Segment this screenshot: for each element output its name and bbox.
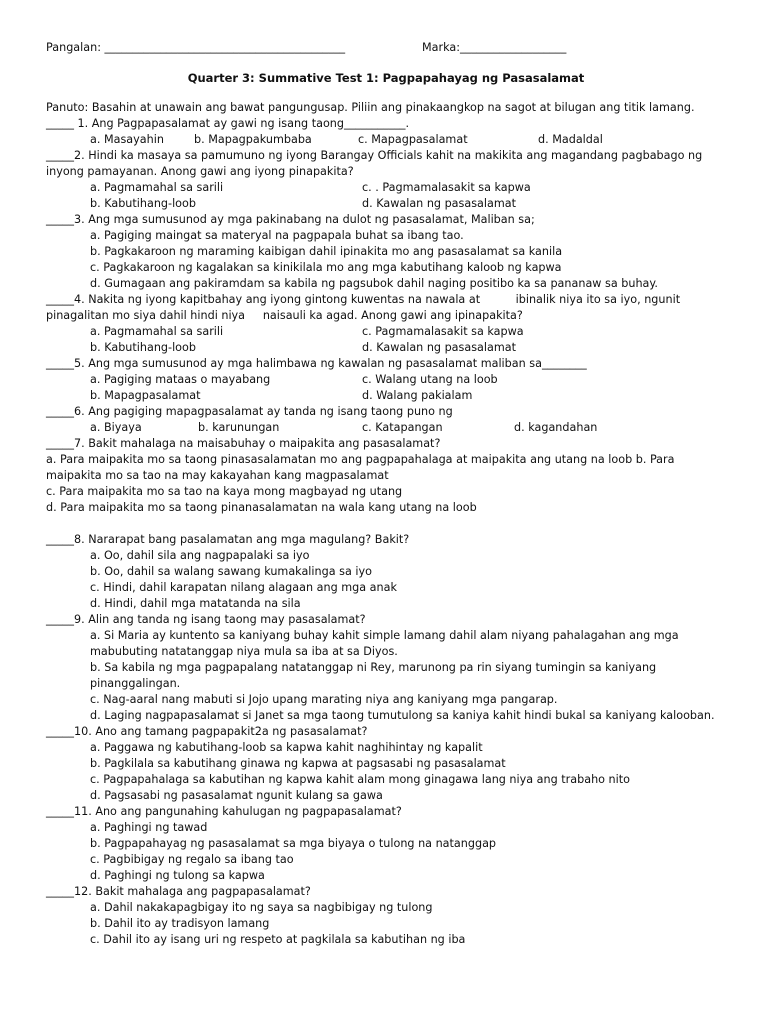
option-2a[interactable]: a. Pagmamahal sa sarili [90,181,224,194]
question-8: _____8. Nararapat bang pasalamatan ang mga magulang? Bakit? [46,533,410,546]
option-5b[interactable]: b. Mapagpasalamat [90,389,201,402]
header-line [46,40,726,56]
option-11b[interactable]: b. Pagpapahayag ng pasasalamat sa mga biyaya o tulong na natanggap [90,837,497,850]
question-10: _____10. Ano ang tamang pagpapakit2a ng pasasalamat? [46,725,368,738]
option-5d[interactable]: d. Walang pakialam [362,389,473,402]
option-7d[interactable]: d. Para maipakita mo sa taong pinanasalamatan na wala kang utang na loob [46,501,477,514]
options-1 [46,132,726,148]
option-4c[interactable]: c. Pagmamalasakit sa kapwa [362,325,524,338]
option-10a[interactable]: a. Paggawa ng kabutihang-loob sa kapwa kahit naghihintay ng kapalit [90,741,483,754]
option-9c[interactable]: c. Nag-aaral nang mabuti si Jojo upang marating niya ang kaniyang mga pangarap. [90,693,558,706]
options-12 [46,900,726,948]
options-4-row2 [46,340,726,356]
question-6: _____6. Ang pagiging mapagpasalamat ay tanda ng isang taong puno ng [46,405,453,418]
options-2-row1 [46,180,726,196]
question-1: _____ 1. Ang Pagpapasalamat ay gawi ng isang taong___________. [46,117,410,130]
option-11c[interactable]: c. Pagbibigay ng regalo sa ibang tao [90,853,294,866]
worksheet [46,40,726,948]
name-field-label: Pangalan: ___________________________________________ [46,41,346,54]
options-9 [46,628,726,724]
option-11d[interactable]: d. Paghingi ng tulong sa kapwa [90,869,265,882]
option-12a[interactable]: a. Dahil nakakapagbigay ito ng saya sa nagbibigay ng tulong [90,901,433,914]
option-2b[interactable]: b. Kabutihang-loob [90,197,196,210]
question-9: _____9. Alin ang tanda ng isang taong may pasasalamat? [46,613,366,626]
option-12c[interactable]: c. Dahil ito ay isang uri ng respeto at pagkilala sa kabutihan ng iba [90,933,466,946]
option-6a[interactable]: a. Biyaya [90,421,142,434]
option-3c[interactable]: c. Pagkakaroon ng kagalakan sa kinikilala mo ang mga kabutihang kaloob ng kapwa [90,261,562,274]
option-1b[interactable]: b. Mapagpakumbaba [194,133,312,146]
option-8c[interactable]: c. Hindi, dahil karapatan nilang alagaan ang mga anak [90,581,397,594]
options-6 [46,420,726,436]
option-3d[interactable]: d. Gumagaan ang pakiramdam sa kabila ng pagsubok dahil naging positibo ka sa pananaw sa buhay. [90,277,658,290]
option-8a[interactable]: a. Oo, dahil sila ang nagpapalaki sa iyo [90,549,310,562]
option-2d[interactable]: d. Kawalan ng pasasalamat [362,197,517,210]
question-12: _____12. Bakit mahalaga ang pagpapasalamat? [46,885,311,898]
option-1a[interactable]: a. Masayahin [90,133,164,146]
options-2-row2 [46,196,726,212]
option-10d[interactable]: d. Pagsasabi ng pasasalamat ngunit kulang sa gawa [90,789,383,802]
question-2: _____2. Hindi ka masaya sa pamumuno ng iyong Barangay Officials kahit na makikita ang magandang pagbabago ng inyong pamayanan. Anong gawi ang iyong pinapakita? [46,149,703,178]
option-1d[interactable]: d. Madaldal [538,133,603,146]
options-5-row2 [46,388,726,404]
option-4d[interactable]: d. Kawalan ng pasasalamat [362,341,517,354]
option-10b[interactable]: b. Pagkilala sa kabutihang ginawa ng kapwa at pagsasabi ng pasasalamat [90,757,506,770]
options-8 [46,548,726,612]
option-5a[interactable]: a. Pagiging mataas o mayabang [90,373,271,386]
option-6d[interactable]: d. kagandahan [514,421,598,434]
option-7c[interactable]: c. Para maipakita mo sa tao na kaya mong magbayad ng utang [46,485,403,498]
blank-line [46,516,726,532]
options-4-row1 [46,324,726,340]
option-3a[interactable]: a. Pagiging maingat sa materyal na pagpapala buhat sa ibang tao. [90,229,464,242]
option-3b[interactable]: b. Pagkakaroon ng maraming kaibigan dahil ipinakita mo ang pasasalamat sa kanila [90,245,563,258]
options-3 [46,228,726,292]
instructions: Panuto: Basahin at unawain ang bawat pangungusap. Piliin ang pinakaangkop na sagot at bilugan ang titik lamang. [46,101,695,114]
option-10c[interactable]: c. Pagpapahalaga sa kabutihan ng kapwa kahit alam mong ginagawa lang niya ang trabaho nito [90,773,630,786]
option-9b[interactable]: b. Sa kabila ng mga pagpapalang natatanggap ni Rey, marunong pa rin siyang tumingin sa kaniyang pinanggalingan. [90,661,657,690]
option-6c[interactable]: c. Katapangan [362,421,443,434]
question-5: _____5. Ang mga sumusunod ay mga halimbawa ng kawalan ng pasasalamat maliban sa________ [46,357,587,370]
question-11: _____11. Ano ang pangunahing kahulugan ng pagpapasalamat? [46,805,402,818]
option-4b[interactable]: b. Kabutihang-loob [90,341,196,354]
option-11a[interactable]: a. Paghingi ng tawad [90,821,208,834]
option-12b[interactable]: b. Dahil ito ay tradisyon lamang [90,917,270,930]
page-title: Quarter 3: Summative Test 1: Pagpapahayag ng Pasasalamat [187,71,585,85]
option-9d[interactable]: d. Laging nagpapasalamat si Janet sa mga taong tumutulong sa kaniya kahit hindi bukal sa kaniyang kalooban. [90,709,715,722]
options-11 [46,820,726,884]
option-2c[interactable]: c. . Pagmamalasakit sa kapwa [362,181,531,194]
option-1c[interactable]: c. Mapagpasalamat [358,133,468,146]
question-4: _____4. Nakita ng iyong kapitbahay ang iyong gintong kuwentas na nawala at ibinalik niya ito sa iyo, ngunit pinagalitan mo siya dahil hindi niya naisauli ka agad. Anong gawi ang ipinapakita? [46,293,684,322]
option-8d[interactable]: d. Hindi, dahil mga matatanda na sila [90,597,301,610]
option-7a[interactable]: a. Para maipakita mo sa taong pinasasalamatan mo ang pagpapahalaga at maipakita ang utang na loob b. Para maipakita mo sa tao na may kakayahan kang magpasalamat [46,453,675,482]
option-4a[interactable]: a. Pagmamahal sa sarili [90,325,224,338]
options-10 [46,740,726,804]
question-3: _____3. Ang mga sumusunod ay mga pakinabang na dulot ng pasasalamat, Maliban sa; [46,213,535,226]
option-8b[interactable]: b. Oo, dahil sa walang sawang kumakalinga sa iyo [90,565,372,578]
question-7: _____7. Bakit mahalaga na maisabuhay o maipakita ang pasasalamat? [46,437,441,450]
option-9a[interactable]: a. Si Maria ay kuntento sa kaniyang buhay kahit simple lamang dahil alam niyang pahalagahan ang mga mabubuting natatanggap niya mula sa iba at sa Diyos. [90,629,679,658]
score-field-label: Marka:___________________ [422,41,567,54]
option-6b[interactable]: b. karunungan [198,421,280,434]
options-5-row1 [46,372,726,388]
option-5c[interactable]: c. Walang utang na loob [362,373,498,386]
